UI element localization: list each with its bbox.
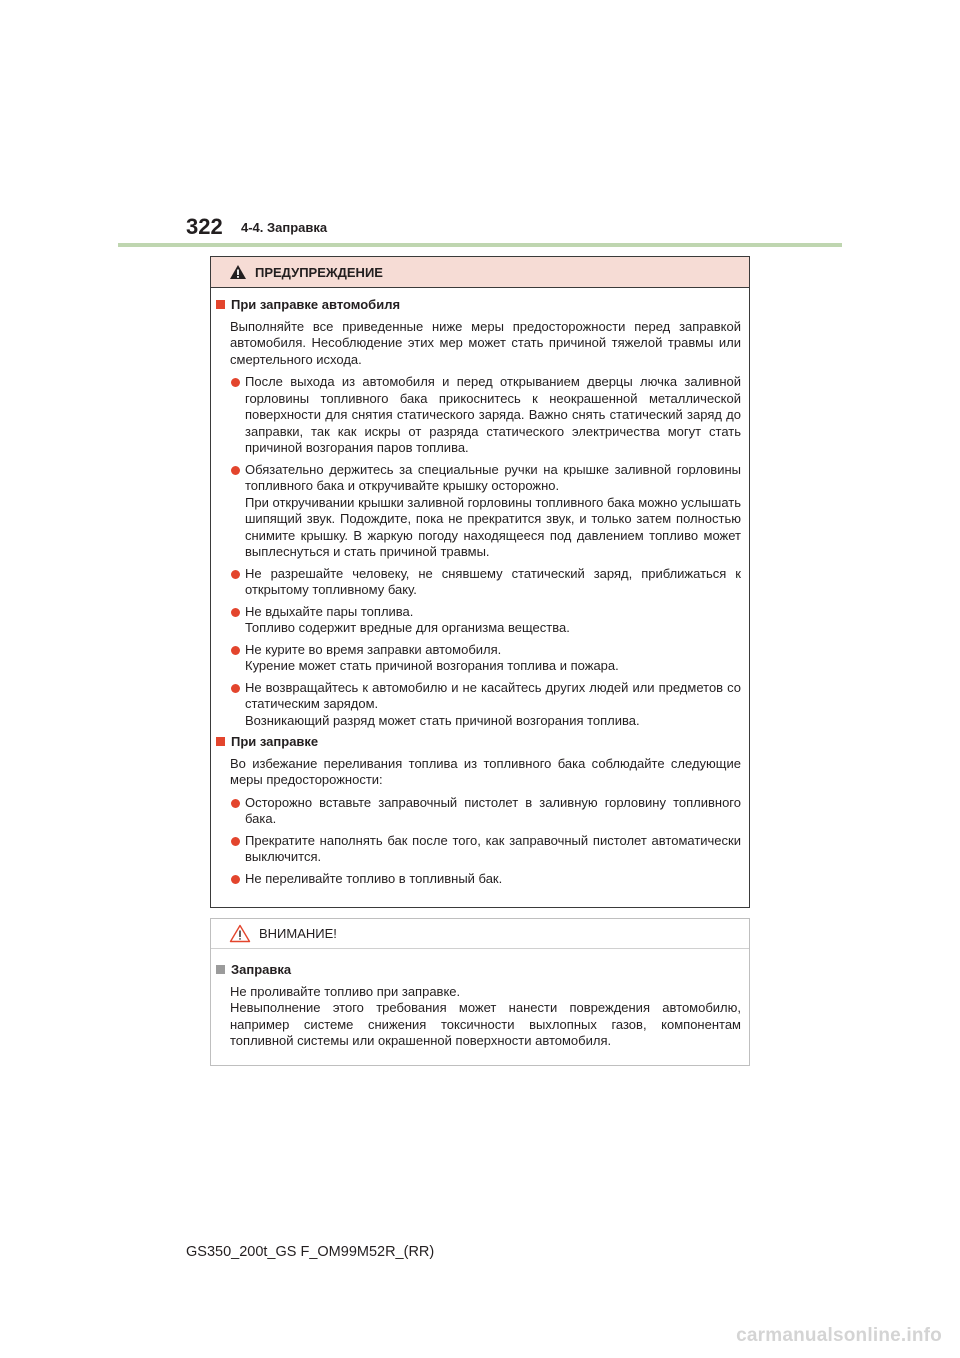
bullet-text: Курение может стать причиной возгорания топлива и пожара.: [245, 658, 619, 673]
bullet-dot-icon: [231, 608, 240, 617]
bullet-text: Не вдыхайте пары топлива.: [245, 603, 414, 619]
caution-body: [211, 949, 749, 1050]
bullet-item: [216, 566, 741, 599]
warning-box: [210, 256, 750, 908]
bullet-dot-icon: [231, 799, 240, 808]
bullet-text: Прекратите наполнять бак после того, как заправочный пистолет автоматически выключится.: [245, 832, 741, 864]
document-code: GS350_200t_GS F_OM99M52R_(RR): [186, 1244, 435, 1260]
section-intro: Во избежание переливания топлива из топливного бака соблюдайте следующие меры предосторожности:: [230, 755, 741, 787]
warning-body: [211, 288, 749, 887]
bullet-text: При откручивании крышки заливной горловины топливного бака можно услышать шипящий звук. Подождите, пока не прекратится звук, и только затем полностью снимите крышку. В жаркую погоду находящееся под давлением топливо может выплеснуться и стать причиной травмы.: [245, 494, 741, 559]
section-heading: [216, 734, 741, 751]
square-bullet-icon: [216, 300, 225, 309]
warning-triangle-icon: [229, 264, 247, 280]
bullet-text: После выхода из автомобиля и перед открыванием дверцы лючка заливной горловины топливного бака прикоснитесь к неокрашенной металлической поверхности для снятия статического заряда. Важно снять статический заряд до заправки, так как искры от разряда статического электричества могут стать причиной возгорания паров топлива.: [245, 374, 741, 455]
section-heading-text: При заправке автомобиля: [231, 297, 401, 312]
caution-box: [210, 918, 750, 1066]
warning-title: ПРЕДУПРЕЖДЕНИЕ: [255, 264, 383, 280]
bullet-dot-icon: [231, 837, 240, 846]
bullet-item: [216, 795, 741, 828]
caution-line: Не проливайте топливо при заправке.: [230, 983, 461, 999]
header-rule: [118, 243, 842, 247]
bullet-text: Топливо содержит вредные для организма вещества.: [245, 620, 570, 635]
bullet-text: Не возвращайтесь к автомобилю и не касайтесь других людей или предметов со статическим зарядом.: [245, 679, 741, 711]
bullet-item: [216, 604, 741, 637]
bullet-text: Возникающий разряд может стать причиной возгорания топлива.: [245, 712, 640, 728]
bullet-item: [216, 374, 741, 457]
warning-header: [211, 257, 749, 288]
caution-heading: [216, 962, 741, 979]
bullet-text: Не разрешайте человеку, не снявшему статический заряд, приближаться к открытому топливному баку.: [245, 565, 741, 597]
bullet-item: [216, 462, 741, 561]
section-heading-text: При заправке: [231, 734, 319, 749]
bullet-item: [216, 871, 741, 888]
bullet-item: [216, 642, 741, 675]
bullet-text: Осторожно вставьте заправочный пистолет в заливную горловину топливного бака.: [245, 794, 741, 826]
bullet-dot-icon: [231, 875, 240, 884]
section-title: 4-4. Заправка: [241, 220, 328, 235]
page-number: 322: [186, 214, 223, 239]
caution-header: [211, 919, 749, 949]
bullet-dot-icon: [231, 378, 240, 387]
caution-heading-text: Заправка: [231, 962, 292, 977]
section-intro: Выполняйте все приведенные ниже меры предосторожности перед заправкой автомобиля. Несоблюдение этих мер может стать причиной тяжелой травмы или смертельного исхода.: [230, 318, 741, 367]
caution-triangle-icon: [229, 924, 251, 943]
bullet-text: Не курите во время заправки автомобиля.: [245, 641, 502, 657]
square-bullet-icon: [216, 737, 225, 746]
bullet-dot-icon: [231, 646, 240, 655]
bullet-dot-icon: [231, 684, 240, 693]
bullet-text: Обязательно держитесь за специальные ручки на крышке заливной горловины топливного бака и откручивайте крышку осторожно.: [245, 461, 741, 493]
section-heading: [216, 297, 741, 314]
bullet-text: Не переливайте топливо в топливный бак.: [245, 870, 503, 886]
bullet-item: [216, 680, 741, 730]
watermark: carmanualsonline.info: [736, 1325, 942, 1346]
bullet-dot-icon: [231, 570, 240, 579]
bullet-item: [216, 833, 741, 866]
caution-line: Невыполнение этого требования может нанести повреждения автомобилю, например системе снижения токсичности выхлопных газов, компонентам топливной системы или окрашенной поверхности автомобиля.: [230, 1000, 741, 1048]
bullet-dot-icon: [231, 466, 240, 475]
caution-title: ВНИМАНИЕ!: [259, 926, 337, 941]
square-bullet-icon: [216, 965, 225, 974]
